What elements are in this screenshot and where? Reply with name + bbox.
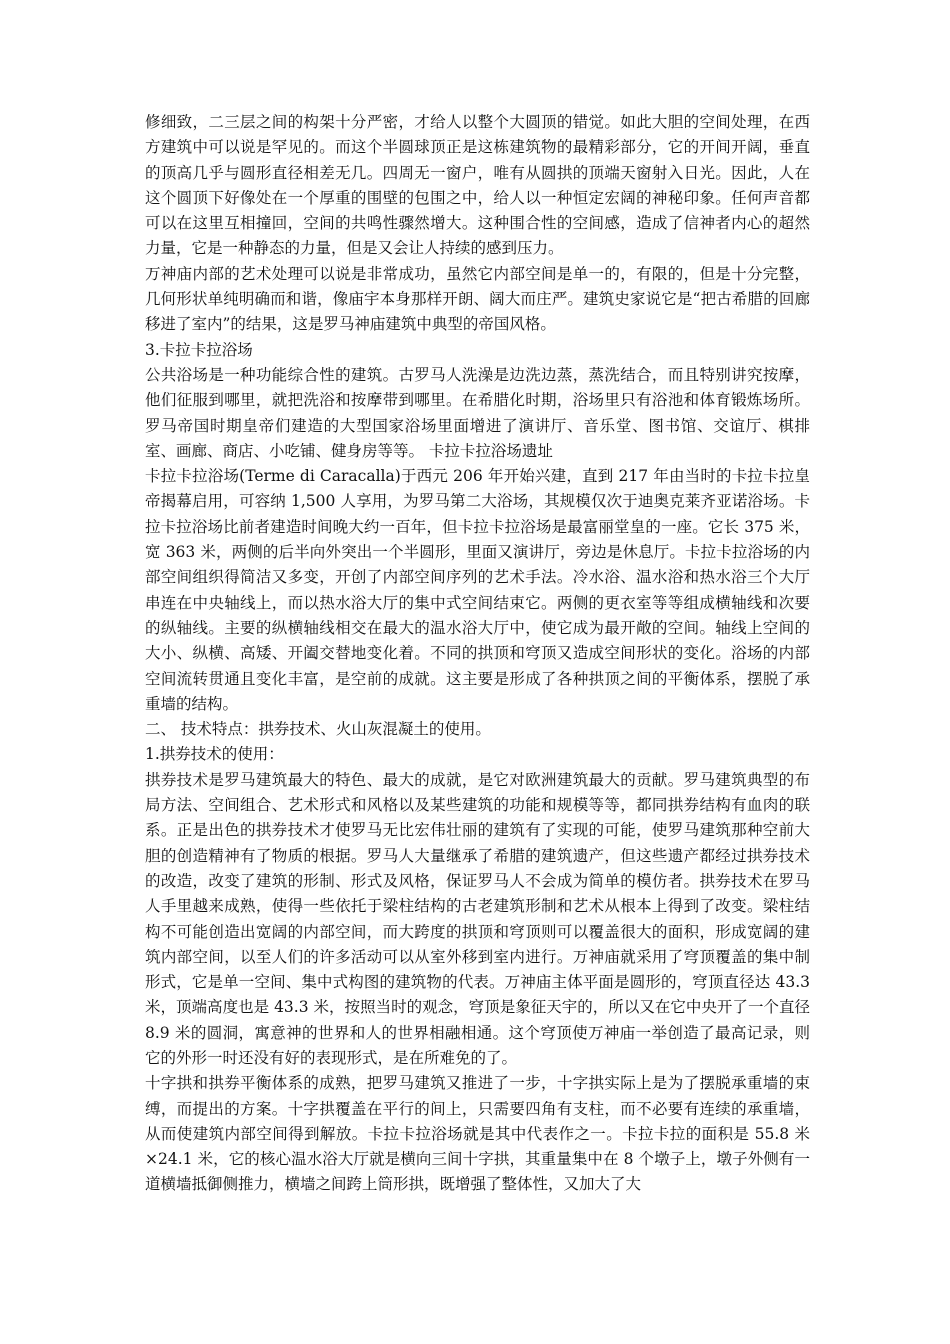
heading-caracalla-baths: 3.卡拉卡拉浴场 — [145, 340, 253, 359]
paragraph-pantheon-dome: 修细致，二三层之间的构架十分严密，才给人以整个大圆顶的错觉。如此大胆的空间处理，在西方建筑中可以说是罕见的。而这个半圆球顶正是这栋建筑物的最精彩部分，它的开间开阔，垂直的顶高几乎与圆形直径相差无几。四周无一窗户，唯有从圆拱的顶端天窗射入日光。因此，人在这个圆顶下好像处在一个厚重的围壁的包围之中，给人以一种恒定宏阔的神秘印象。任何声音都可以在这里互相撞回，空间的共鸣性骤然增大。这种围合性的空间感，造成了信神者内心的超然力量，它是一种静态的力量，但是又会让人持续的感到压力。 — [145, 113, 810, 258]
paragraph-caracalla-description: 卡拉卡拉浴场(Terme di Caracalla)于西元 206 年开始兴建，直到 217 年由当时的卡拉卡拉皇帝揭幕启用，可容纳 1,500 人享用，为罗马第二大浴场，其规模仅次于迪奥克莱齐亚诺浴场。卡拉卡拉浴场比前者建造时间晚大约一百年，但卡拉卡拉浴场是最富丽堂皇的一座。它长 375 米，宽 363 米，两侧的后半向外突出一个半圆形，里面又演讲厅，旁边是休息厅。卡拉卡拉浴场的内部空间组织得简洁又多变，开创了内部空间序列的艺术手法。冷水浴、温水浴和热水浴三个大厅串连在中央轴线上，而以热水浴大厅的集中式空间结束它。两侧的更衣室等等组成横轴线和次要的纵轴线。主要的纵横轴线相交在最大的温水浴大厅中，使它成为最开敞的空间。轴线上空间的大小、纵横、高矮、开阖交替地变化着。不同的拱顶和穹顶又造成空间形状的变化。浴场的内部空间流转贯通且变化丰富，是空前的成就。这主要是形成了各种拱顶之间的平衡体系，摆脱了承重墙的结构。 — [145, 467, 810, 713]
paragraph-pantheon-interior: 万神庙内部的艺术处理可以说是非常成功，虽然它内部空间是单一的，有限的，但是十分完整，几何形状单纯明确而和谐，像庙宇本身那样开朗、阔大而庄严。建筑史家说它是“把古希腊的回廊移进了室内”的结果，这是罗马神庙建筑中典型的帝国风格。 — [145, 264, 810, 334]
paragraph-arch-technique: 拱券技术是罗马建筑最大的特色、最大的成就，是它对欧洲建筑最大的贡献。罗马建筑典型的布局方法、空间组合、艺术形式和风格以及某些建筑的功能和规模等等，都同拱券结构有血肉的联系。正是出色的拱券技术才使罗马无比宏伟壮丽的建筑有了实现的可能，使罗马建筑那种空前大胆的创造精神有了物质的根据。罗马人大量继承了希腊的建筑遗产，但这些遗产都经过拱券技术的改造，改变了建筑的形制、形式及风格，保证罗马人不会成为简单的模仿者。拱券技术在罗马人手里越来成熟，使得一些依托于梁柱结构的古老建筑形制和艺术从根本上得到了改变。梁柱结构不可能创造出宽阔的内部空间，而大跨度的拱顶和穹顶则可以覆盖很大的面积，形成宽阔的建筑内部空间，以至人们的许多活动可以从室外移到室内进行。万神庙就采用了穹顶覆盖的集中制形式，它是单一空间、集中式构图的建筑物的代表。万神庙主体平面是圆形的，穹顶直径达 43.3 米，顶端高度也是 43.3 米，按照当时的观念，穹顶是象征天宇的，所以又在它中央开了一个直径 8.9 米的圆洞，寓意神的世界和人的世界相融相通。这个穹顶使万神庙一举创造了最高记录，则它的外形一时还没有好的表现形式，是在所难免的了。 — [145, 770, 810, 1067]
paragraph-cross-vault: 十字拱和拱券平衡体系的成熟，把罗马建筑又推进了一步，十字拱实际上是为了摆脱承重墙的束缚，而提出的方案。十字拱覆盖在平行的间上，只需要四角有支柱，而不必要有连续的承重墙，从而使建筑内部空间得到解放。卡拉卡拉浴场就是其中代表作之一。卡拉卡拉的面积是 55.8 米×24.1 米，它的核心温水浴大厅就是横向三间十字拱，其重量集中在 8 个墩子上，墩子外侧有一道横墙抵御侧推力，横墙之间跨上筒形拱，既增强了整体性，又加大了大 — [145, 1074, 810, 1194]
document-page — [145, 110, 810, 1198]
paragraph-public-baths: 公共浴场是一种功能综合性的建筑。古罗马人洗澡是边洗边蒸，蒸洗结合，而且特别讲究按摩，他们征服到哪里，就把洗浴和按摩带到哪里。在希腊化时期，浴场里只有浴池和体育锻炼场所。罗马帝国时期皇帝们建造的大型国家浴场里面增进了演讲厅、音乐堂、图书馆、交谊厅、棋排室、画廊、商店、小吃铺、健身房等等。 卡拉卡拉浴场遗址 — [145, 365, 810, 460]
heading-arch-technique: 1.拱券技术的使用： — [145, 745, 284, 764]
heading-technical-features: 二、 技术特点：拱券技术、火山灰混凝土的使用。 — [145, 720, 491, 739]
